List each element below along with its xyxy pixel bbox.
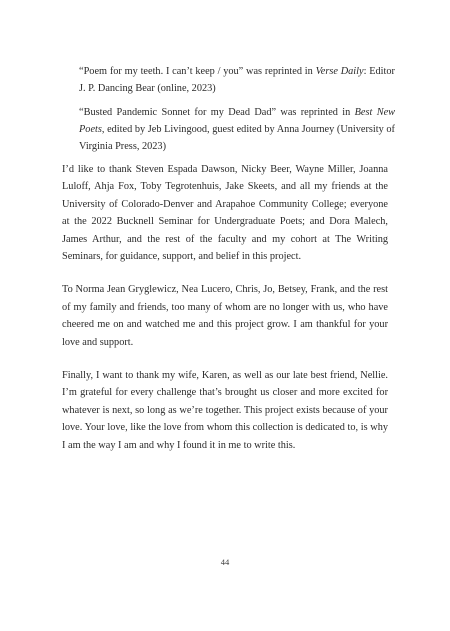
acknowledgments-body: [62, 161, 388, 470]
reprint-text: “Busted Pandemic Sonnet for my Dead Dad” was reprinted in: [79, 106, 355, 118]
acknowledgment-paragraph: To Norma Jean Gryglewicz, Nea Lucero, Chris, Jo, Betsey, Frank, and the rest of my family and friends, too many of whom are no longer with us, who have cheered me on and watched me and this project grow. I am thankful for your love and support.: [62, 284, 388, 348]
page-number: 44: [220, 557, 230, 567]
reprint-credits: [79, 63, 395, 161]
reprint-text: : Editor J. P. Dancing Bear (online, 2023): [79, 66, 395, 95]
acknowledgment-paragraph: Finally, I want to thank my wife, Karen, as well as our late best friend, Nellie. I’m grateful for every challenge that’s brought us closer and more excited for whatever is next, so long as we’re together. This project exists because of your love. Your love, like the love from whom this collection is dedicated to, is why I am the way I am and why I found it in me to write this.: [62, 370, 388, 451]
publication-title: Verse Daily: [315, 66, 364, 77]
reprint-text: , edited by Jeb Livingood, guest edited by Anna Journey (University of Virginia Press, 2023): [79, 123, 395, 153]
acknowledgment-paragraph: I’d like to thank Steven Espada Dawson, Nicky Beer, Wayne Miller, Joanna Luloff, Ahja Fox, Toby Tegrotenhuis, Jake Skeets, and all my friends at the University of Colorado-Denver and Arapahoe Community College; everyone at the 2022 Bucknell Seminar for Undergraduate Poets; and Dora Malech, James Arthur, and the rest of the faculty and my cohort at The Writing Seminars, for guidance, support, and belief in this project.: [62, 164, 388, 263]
reprint-text: “Poem for my teeth. I can’t keep / you” was reprinted in: [79, 66, 316, 77]
reprint-credit: [79, 63, 395, 98]
publication-title: Best New Poets: [79, 106, 396, 135]
reprint-credit: [79, 104, 395, 156]
